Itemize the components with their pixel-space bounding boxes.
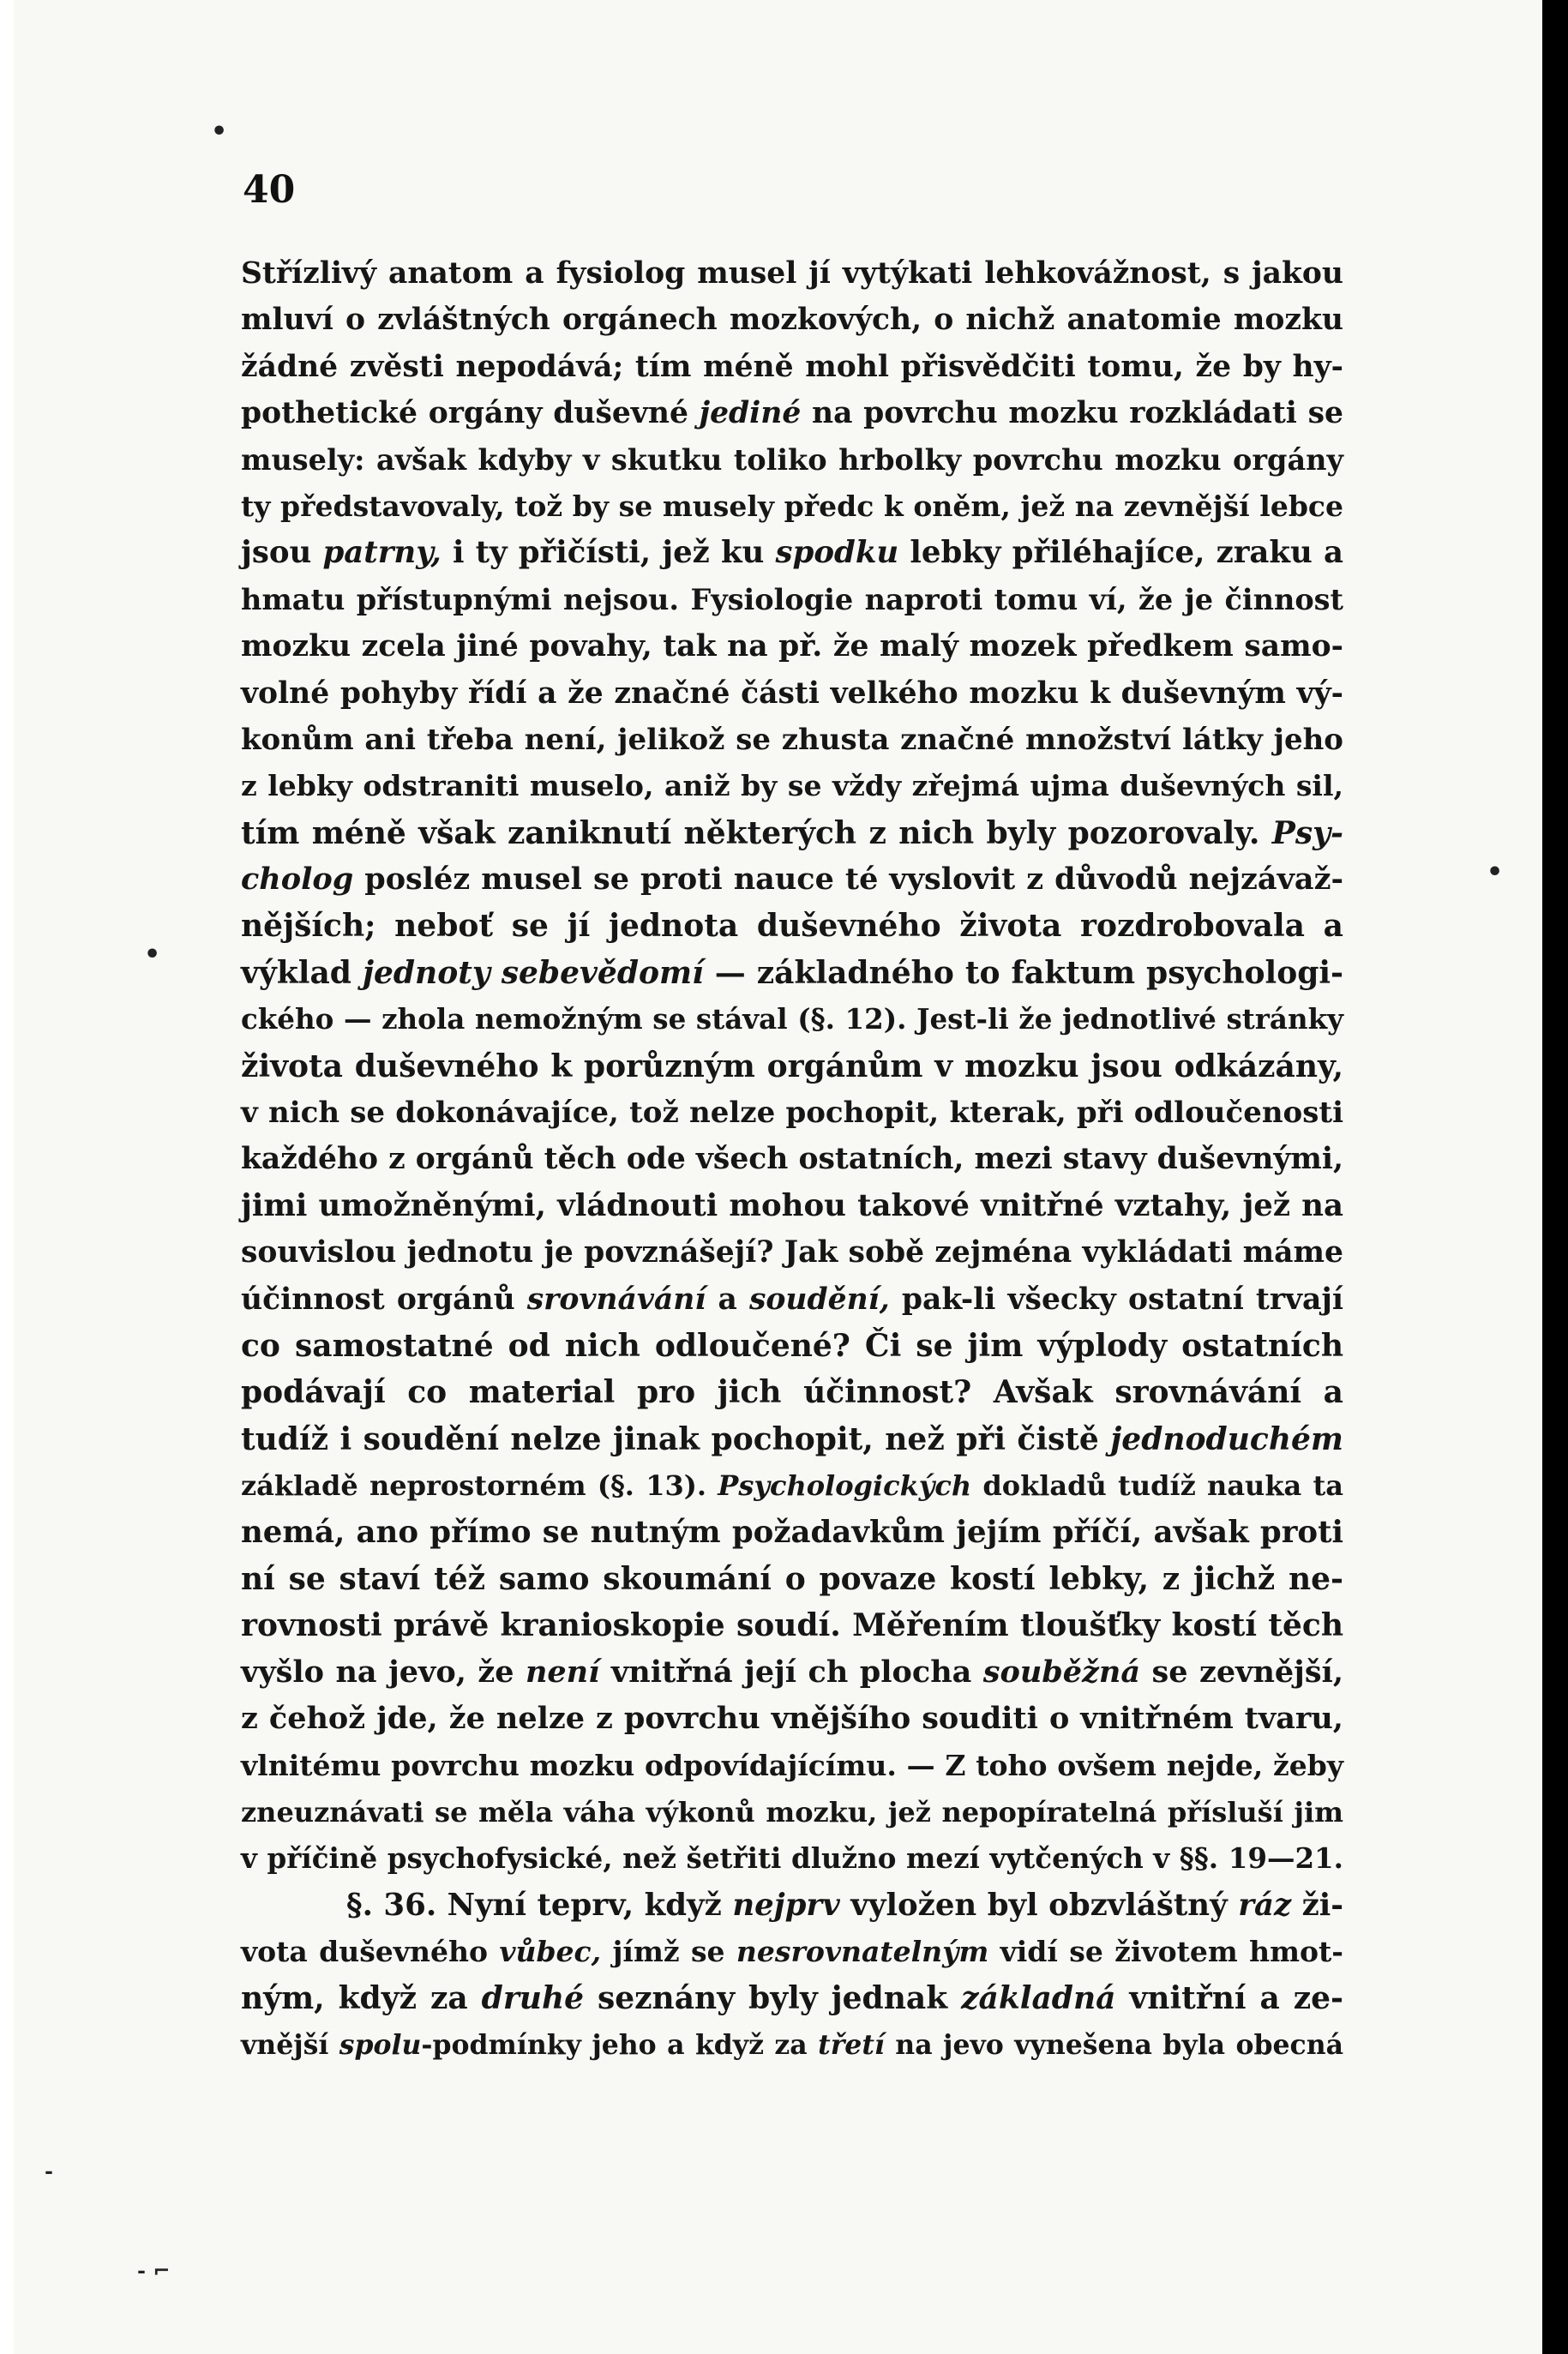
text-run: lebky přiléhajíce, zraku a bbox=[898, 535, 1343, 571]
text-line bbox=[241, 763, 1343, 809]
text-line bbox=[241, 1556, 1343, 1602]
text-run: z čehož jde, že nelze z povrchu vnějšího souditi o vnitřném tvaru, bbox=[241, 1701, 1343, 1737]
italic-run: souběžná bbox=[982, 1654, 1141, 1690]
text-run: podávají co material pro jich účinnost? Avšak srovnávání a bbox=[241, 1374, 1343, 1411]
text-line bbox=[241, 1183, 1343, 1229]
italic-run: nesrovnatelným bbox=[736, 1935, 989, 1969]
italic-run: Psy- bbox=[1271, 814, 1343, 851]
italic-run: vůbec, bbox=[499, 1935, 602, 1969]
text-line bbox=[241, 810, 1343, 856]
text-line bbox=[241, 1510, 1343, 1556]
text-line bbox=[241, 1835, 1343, 1882]
text-line bbox=[241, 1369, 1343, 1415]
italic-run: Psychologických bbox=[718, 1469, 972, 1503]
text-line bbox=[241, 530, 1343, 576]
text-run: mluví o zvláštných orgánech mozkových, o nichž anatomie mozku bbox=[241, 303, 1343, 338]
text-line bbox=[241, 1229, 1343, 1276]
text-run: ty představovaly, tož by se musely předc k oněm, jež na zevnější lebce bbox=[241, 489, 1343, 523]
text-run: jsou bbox=[241, 535, 323, 571]
text-line bbox=[241, 717, 1343, 763]
text-run: vnější bbox=[241, 2028, 339, 2061]
text-run: dokladů tudíž nauka ta bbox=[971, 1469, 1343, 1503]
text-line bbox=[241, 1136, 1343, 1182]
text-run: Střízlivý anatom a fysiolog musel jí vytýkati lehkovážnost, s jakou bbox=[241, 256, 1343, 291]
text-run: na jevo vynešena byla obecná bbox=[884, 2028, 1344, 2061]
text-line bbox=[241, 1789, 1343, 1835]
text-run: pak-li všecky ostatní trvají bbox=[889, 1282, 1343, 1317]
text-line bbox=[241, 344, 1343, 390]
text-run: z lebky odstraniti muselo, aniž by se vždy zřejmá ujma duševných sil, bbox=[241, 769, 1343, 803]
italic-run: třetí bbox=[818, 2028, 885, 2061]
text-run: konům ani třeba není, jelikož se zhusta značné množství látky jeho bbox=[241, 722, 1343, 757]
text-line bbox=[241, 670, 1343, 717]
text-run: v nich se dokonávajíce, tož nelze pochopit, kterak, při odloučenosti bbox=[241, 1096, 1343, 1131]
italic-run: není bbox=[525, 1654, 600, 1690]
italic-run: jednoduchém bbox=[1110, 1420, 1343, 1457]
text-run: se zevnější, bbox=[1140, 1654, 1344, 1690]
text-run: základě neprostorném (§. 13). bbox=[241, 1469, 718, 1503]
italic-run: patrny, bbox=[322, 535, 442, 571]
text-run: nemá, ano přímo se nutným požadavkům jejím příčí, avšak proti bbox=[241, 1514, 1343, 1550]
text-run: vota duševného bbox=[241, 1935, 500, 1969]
text-run: jímž se bbox=[601, 1935, 736, 1969]
text-run: souvislou jednotu je povznášejí? Jak sobě zejména vykládati máme bbox=[241, 1235, 1343, 1270]
text-line bbox=[241, 390, 1343, 436]
italic-run: základná bbox=[961, 1980, 1116, 2017]
text-line bbox=[241, 1043, 1343, 1090]
stray-mark: • bbox=[144, 940, 161, 970]
italic-run: srovnávání bbox=[526, 1282, 706, 1317]
text-run: na povrchu mozku rozkládati se bbox=[801, 396, 1343, 431]
text-run: účinnost orgánů bbox=[241, 1282, 527, 1317]
text-run: tudíž i soudění nelze jinak pochopit, než při čistě bbox=[241, 1420, 1111, 1457]
text-run: vnitřní a ze- bbox=[1115, 1980, 1343, 2017]
stray-mark: • bbox=[211, 117, 228, 147]
text-line bbox=[241, 1276, 1343, 1323]
text-line bbox=[241, 1090, 1343, 1136]
text-run: ži- bbox=[1291, 1887, 1343, 1923]
text-run: rovnosti právě kranioskopie soudí. Měřením tloušťky kostí těch bbox=[241, 1607, 1343, 1644]
text-line bbox=[241, 437, 1343, 483]
text-line bbox=[241, 856, 1343, 903]
text-line bbox=[241, 1975, 1343, 2021]
text-line bbox=[241, 950, 1343, 996]
text-line bbox=[241, 1696, 1343, 1742]
italic-run: ráz bbox=[1238, 1887, 1292, 1923]
text-run: ní se staví též samo skoumání o povaze kostí lebky, z jichž ne- bbox=[241, 1560, 1343, 1597]
text-run: hmatu přístupnými nejsou. Fysiologie naproti tomu ví, že je činnost bbox=[241, 582, 1343, 616]
text-run: vidí se životem hmot- bbox=[988, 1935, 1343, 1969]
text-run: co samostatné od nich odloučené? Či se jim výplody ostatních bbox=[241, 1327, 1343, 1364]
text-line bbox=[241, 577, 1343, 623]
text-run: mozku zcela jiné povahy, tak na př. že malý mozek předkem samo- bbox=[241, 629, 1343, 664]
text-run: ckého — zhola nemožným se stával (§. 12). Jest-li že jednotlivé stránky bbox=[241, 1002, 1343, 1036]
text-line bbox=[241, 623, 1343, 670]
text-line bbox=[241, 1743, 1343, 1789]
text-run: výklad bbox=[241, 954, 363, 991]
text-line bbox=[241, 1602, 1343, 1648]
text-line bbox=[241, 996, 1343, 1042]
text-line bbox=[241, 1883, 1343, 1929]
text-line bbox=[241, 297, 1343, 343]
text-run: v příčině psychofysické, než šetřiti dlužno mezí vytčených v §§. 19—21. bbox=[241, 1841, 1343, 1876]
text-run: vyložen byl obzvláštný bbox=[839, 1887, 1239, 1923]
text-run: pothetické orgány duševné bbox=[241, 396, 700, 431]
text-line bbox=[241, 1416, 1343, 1462]
text-run: ným, když za bbox=[241, 1980, 482, 2017]
text-run: seznány byly jednak bbox=[584, 1980, 962, 2017]
italic-run: jediné bbox=[699, 396, 802, 431]
text-line bbox=[241, 1323, 1343, 1369]
text-line bbox=[241, 1649, 1343, 1696]
text-run: — základného to faktum psychologi- bbox=[703, 954, 1343, 991]
text-run: každého z orgánů těch ode všech ostatních, mezi stavy duševnými, bbox=[241, 1142, 1343, 1177]
text-line bbox=[241, 2022, 1343, 2069]
text-line bbox=[241, 1462, 1343, 1509]
stray-mark: - bbox=[45, 2159, 53, 2183]
text-run: zneuznávati se měla váha výkonů mozku, jež nepopíratelná přísluší jim bbox=[241, 1795, 1343, 1829]
text-run: jimi umožněnými, vládnouti mohou takové vnitřné vztahy, jež na bbox=[241, 1187, 1343, 1223]
text-run: -podmínky jeho a když za bbox=[421, 2028, 819, 2061]
text-run: §. 36. Nyní teprv, když bbox=[346, 1887, 733, 1923]
scan-border bbox=[1542, 0, 1568, 2354]
text-run: posléz musel se proti nauce té vyslovit z důvodů nejzávaž- bbox=[353, 862, 1343, 898]
text-run: a bbox=[706, 1282, 749, 1317]
text-run: života duševného k porůzným orgánům v mozku jsou odkázány, bbox=[241, 1048, 1343, 1084]
text-run: vyšlo na jevo, že bbox=[241, 1654, 526, 1690]
italic-run: cholog bbox=[241, 862, 354, 898]
italic-run: spolu bbox=[339, 2028, 422, 2061]
italic-run: jednoty sebevědomí bbox=[362, 954, 704, 991]
text-line bbox=[241, 250, 1343, 297]
text-run: nějších; neboť se jí jednota duševného života rozdrobovala a bbox=[241, 908, 1343, 945]
body-text bbox=[241, 250, 1343, 2069]
text-run: tím méně však zaniknutí některých z nich byly pozorovaly. bbox=[241, 814, 1272, 851]
page-number: 40 bbox=[243, 168, 296, 212]
italic-run: spodku bbox=[775, 535, 899, 571]
text-run: volné pohyby řídí a že značné části velkého mozku k duševným vý- bbox=[241, 676, 1343, 711]
italic-run: nejprv bbox=[732, 1887, 840, 1923]
stray-mark: • bbox=[1487, 857, 1504, 887]
text-line bbox=[241, 483, 1343, 530]
text-run: žádné zvěsti nepodává; tím méně mohl přisvědčiti tomu, že by hy- bbox=[241, 349, 1343, 384]
text-run: musely: avšak kdyby v skutku toliko hrbolky povrchu mozku orgány bbox=[241, 442, 1343, 477]
text-run: vlnitému povrchu mozku odpovídajícímu. — Z toho ovšem nejde, žeby bbox=[241, 1748, 1343, 1782]
stray-mark: - ⌐ bbox=[137, 2258, 171, 2283]
text-line bbox=[241, 1929, 1343, 1975]
italic-run: soudění, bbox=[748, 1282, 890, 1317]
italic-run: druhé bbox=[481, 1980, 585, 2017]
text-line bbox=[241, 903, 1343, 949]
text-run: vnitřná její ch plocha bbox=[599, 1654, 983, 1690]
text-run: i ty přičísti, jež ku bbox=[441, 535, 776, 571]
